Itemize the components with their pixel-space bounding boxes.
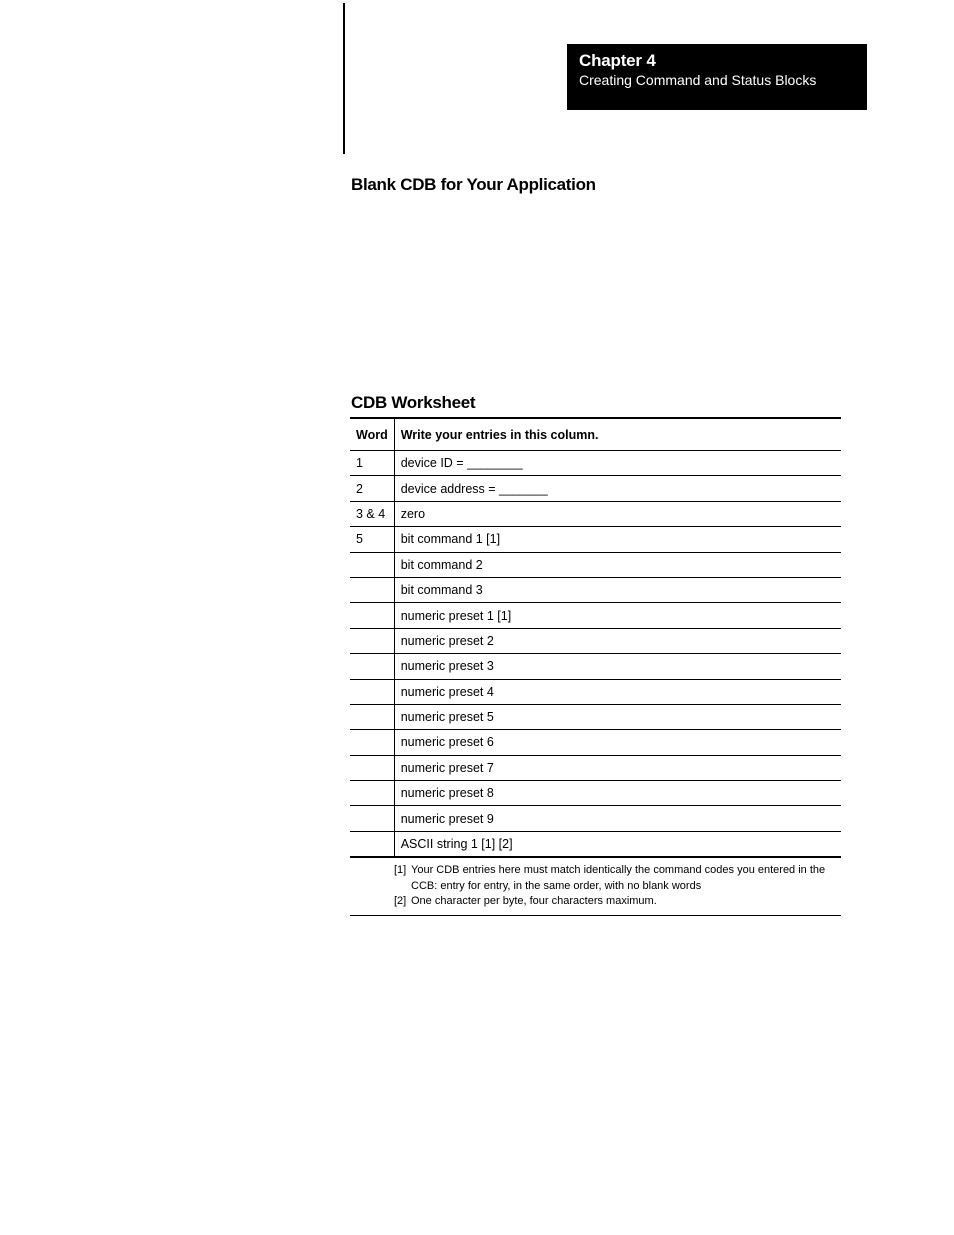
word-cell [350, 806, 394, 831]
table-row [350, 755, 841, 780]
chapter-header [567, 44, 867, 110]
word-cell: 2 [350, 476, 394, 501]
footnote-mark: [1] [394, 864, 407, 877]
table-header-row [350, 418, 841, 451]
entry-cell: numeric preset 7 [394, 755, 841, 780]
table-row [350, 806, 841, 831]
table-row [350, 628, 841, 653]
entry-cell: numeric preset 5 [394, 704, 841, 729]
entry-cell: bit command 1 [1] [394, 527, 841, 552]
table-row [350, 501, 841, 526]
entry-cell: numeric preset 6 [394, 730, 841, 755]
footnote-2 [394, 894, 835, 910]
word-cell [350, 831, 394, 857]
word-cell [350, 679, 394, 704]
table-row [350, 781, 841, 806]
word-cell: 3 & 4 [350, 501, 394, 526]
entry-cell: numeric preset 4 [394, 679, 841, 704]
word-cell [350, 704, 394, 729]
table-row [350, 679, 841, 704]
table-row [350, 527, 841, 552]
footnote-text: One character per byte, four characters maximum. [411, 895, 657, 908]
section-heading-blank-cdb: Blank CDB for Your Application [351, 175, 596, 194]
word-cell: 1 [350, 451, 394, 476]
word-cell: 5 [350, 527, 394, 552]
entry-cell: device ID = ________ [394, 451, 841, 476]
entry-cell: numeric preset 2 [394, 628, 841, 653]
table-row [350, 577, 841, 602]
table-row [350, 451, 841, 476]
table-row [350, 476, 841, 501]
table-row [350, 730, 841, 755]
footnotes-row [350, 857, 841, 915]
footnote-mark: [2] [394, 895, 407, 908]
word-cell [350, 603, 394, 628]
table-row [350, 704, 841, 729]
entry-cell: numeric preset 9 [394, 806, 841, 831]
entry-cell: ASCII string 1 [1] [2] [394, 831, 841, 857]
cdb-worksheet-table [350, 417, 841, 916]
chapter-subtitle: Creating Command and Status Blocks [579, 72, 817, 88]
table-row [350, 603, 841, 628]
word-cell [350, 654, 394, 679]
column-header-word: Word [350, 418, 394, 451]
entry-cell: numeric preset 3 [394, 654, 841, 679]
entry-cell: numeric preset 1 [1] [394, 603, 841, 628]
entry-cell: bit command 2 [394, 552, 841, 577]
word-cell [350, 628, 394, 653]
word-cell [350, 755, 394, 780]
word-cell [350, 730, 394, 755]
word-cell [350, 781, 394, 806]
entry-cell: zero [394, 501, 841, 526]
entry-cell: bit command 3 [394, 577, 841, 602]
footnote-text: Your CDB entries here must match identically the command codes you entered in the CCB: entry for entry, in the same order, with no blank words [411, 864, 826, 892]
table-row [350, 831, 841, 857]
table-row [350, 552, 841, 577]
column-header-entries: Write your entries in this column. [394, 418, 841, 451]
entry-cell: numeric preset 8 [394, 781, 841, 806]
word-cell [350, 552, 394, 577]
footnote-1 [394, 863, 835, 894]
margin-rule [343, 3, 345, 154]
section-heading-cdb-worksheet: CDB Worksheet [351, 393, 476, 412]
word-cell [350, 577, 394, 602]
chapter-title: Chapter 4 [579, 51, 656, 70]
table-row [350, 654, 841, 679]
footnotes-cell [350, 857, 841, 915]
entry-cell: device address = _______ [394, 476, 841, 501]
